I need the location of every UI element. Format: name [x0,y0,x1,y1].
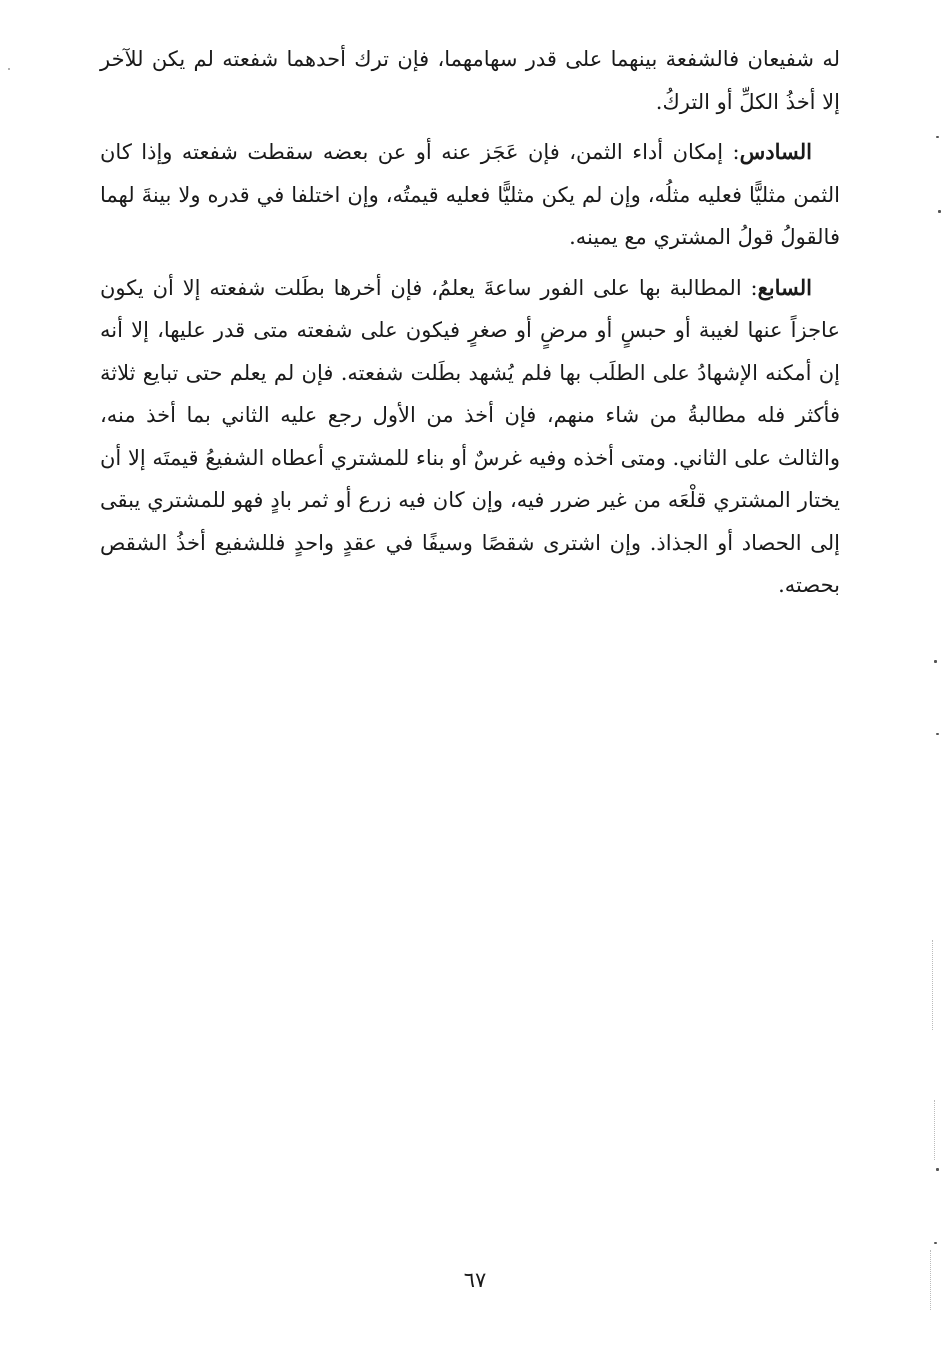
paragraph-3 [100,267,840,607]
scan-noise [932,940,933,1030]
scan-noise [934,1100,935,1160]
paragraph-2-text: : إمكان أداء الثمن، فإن عَجَز عنه أو عن بعضه سقطت شفعته وإذا كان الثمن مثليًّا فعليه مثلُه، وإن لم يكن مثليًّا فعليه قيمتُه، وإن اختلفا في قدره ولا بينةَ لهما فالقولُ قولُ المشتري مع يمينه. [100,140,840,249]
scan-speck [934,1242,937,1244]
scan-noise [930,1250,931,1310]
scan-speck [8,68,10,70]
body-text [100,38,840,615]
scan-speck [936,733,939,735]
paragraph-1-text: له شفيعان فالشفعة بينهما على قدر سهامهما، فإن ترك أحدهما شفعته لم يكن للآخر إلا أخذُ الكلِّ أو التركُ. [100,47,840,114]
paragraph-2 [100,131,840,259]
paragraph-1 [100,38,840,123]
scan-speck [934,660,937,663]
paragraph-2-heading: السادس [739,139,812,164]
page-number: ٦٧ [463,1268,487,1292]
scan-speck [938,210,941,213]
scan-speck [936,1168,939,1171]
paragraph-3-text: : المطالبة بها على الفور ساعةَ يعلمُ، فإن أخرها بطَلت شفعته إلا أن يكون عاجزاً عنها لغيبة أو حبسٍ أو مرضٍ أو صغرٍ فيكون على شفعته متى قدر عليها، إلا أنه إن أمكنه الإشهادُ على الطلَب بها فلم يُشهد بطَلت شفعته. فإن لم يعلم حتى تبايع ثلاثة فأكثر فله مطالبةُ من شاء منهم، فإن أخذ من الأول رجع عليه الثاني بما أخذ منه، والثالث على الثاني. ومتى أخذه وفيه غرسٌ أو بناء للمشتري أعطاه الشفيعُ قيمتَه إلا أن يختار المشتري قلْعَه من غير ضرر فيه، وإن كان فيه زرع أو ثمر بادٍ فهو للمشتري يبقى إلى الحصاد أو الجذاذ. وإن اشترى شقصًا وسيفًا في عقدٍ واحدٍ فللشفيع أخذُ الشقص بحصته. [100,275,840,597]
scan-speck [936,136,939,138]
paragraph-3-heading: السابع [757,274,812,300]
